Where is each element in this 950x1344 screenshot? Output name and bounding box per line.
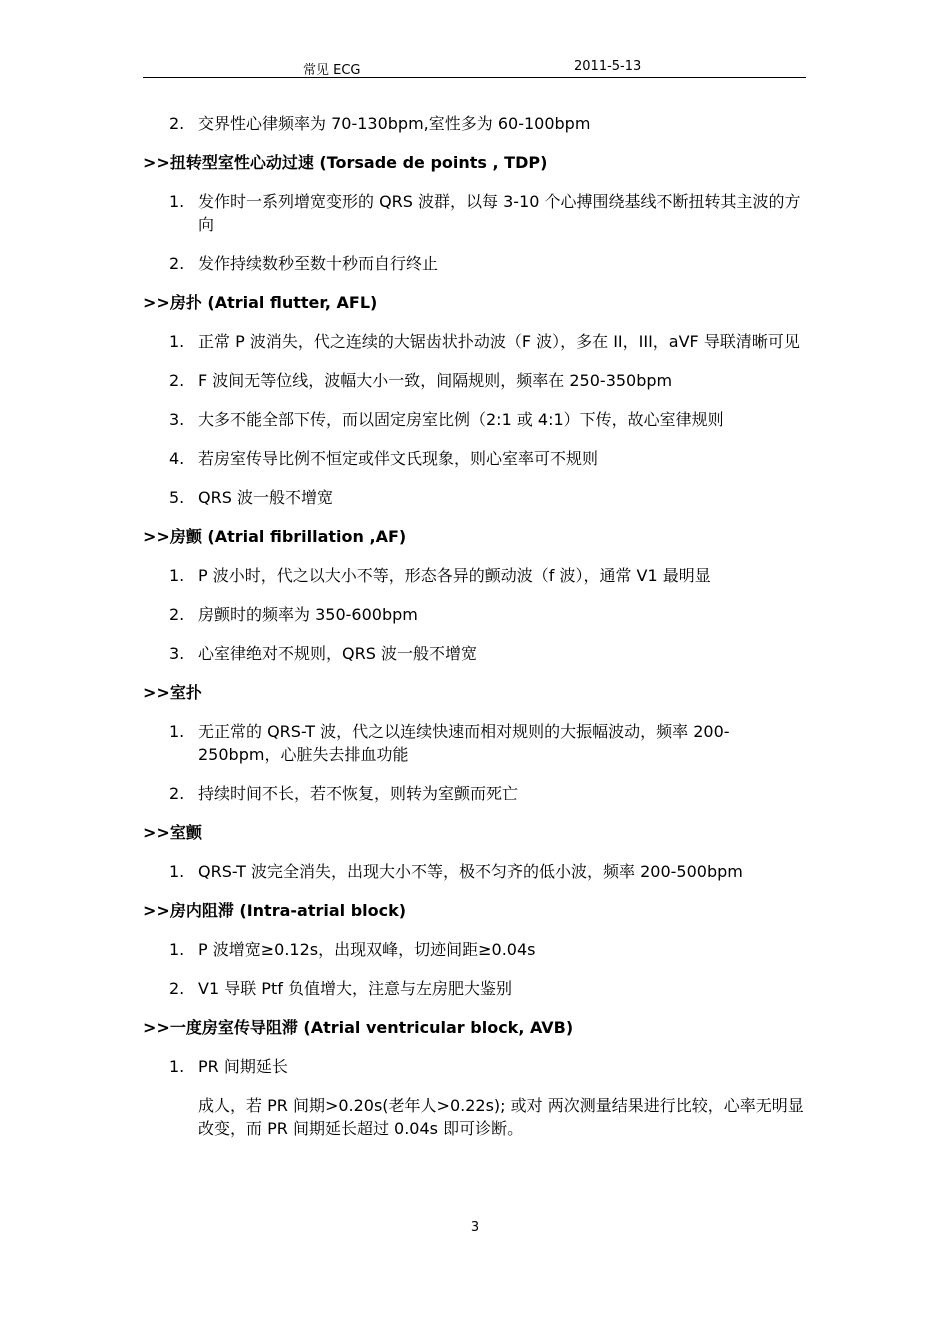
list-item-number: 1. [169, 566, 185, 585]
section-heading: >>房内阻滞 (Intra-atrial block) [143, 901, 407, 920]
page-header [143, 58, 806, 78]
list-item-text: 房颤时的频率为 350-600bpm [198, 605, 418, 624]
list-item-number: 2. [169, 979, 185, 998]
list-item-number: 1. [169, 862, 185, 881]
list-item [169, 1055, 809, 1078]
list-item-text: QRS 波一般不增宽 [198, 488, 333, 507]
list-item [169, 642, 809, 665]
list-item-number: 1. [169, 1057, 185, 1076]
list-item [169, 369, 809, 392]
list-item [169, 720, 809, 766]
list-item-text: F 波间无等位线，波幅大小一致，间隔规则，频率在 250-350bpm [198, 371, 673, 390]
list-item [169, 252, 809, 275]
list-item-text: 交界性心律频率为 70-130bpm,室性多为 60-100bpm [198, 114, 591, 133]
list-item [169, 977, 809, 1000]
list-item [169, 112, 809, 135]
list-item-number: 2. [169, 114, 185, 133]
list-item [169, 408, 809, 431]
list-item-text: 大多不能全部下传，而以固定房室比例（2:1 或 4:1）下传，故心室律规则 [198, 410, 724, 429]
header-date: 2011-5-13 [574, 59, 642, 74]
list-item-text: 无正常的 QRS-T 波，代之以连续快速而相对规则的大振幅波动，频率 200-250bpm，心脏失去排血功能 [198, 722, 730, 764]
section-heading: >>室颤 [143, 823, 202, 842]
list-item-text: 发作持续数秒至数十秒而自行终止 [198, 254, 439, 273]
list-item-number: 2. [169, 371, 185, 390]
list-item-number: 1. [169, 192, 185, 211]
list-item-number: 4. [169, 449, 185, 468]
list-item-text: 若房室传导比例不恒定或伴文氏现象，则心室率可不规则 [198, 449, 599, 468]
list-item-number: 5. [169, 488, 185, 507]
list-item-number: 3. [169, 410, 185, 429]
header-title: 常见 ECG [303, 63, 361, 78]
list-item-text: 心室律绝对不规则，QRS 波一般不增宽 [198, 644, 477, 663]
list-item [169, 447, 809, 470]
list-item [169, 782, 809, 805]
list-item [169, 603, 809, 626]
list-item-text: QRS-T 波完全消失，出现大小不等，极不匀齐的低小波，频率 200-500bpm [198, 862, 743, 881]
list-item-number: 1. [169, 940, 185, 959]
section-heading: >>房颤 (Atrial fibrillation ,AF) [143, 527, 407, 546]
list-item [169, 564, 809, 587]
list-item-text: P 波小时，代之以大小不等，形态各异的颤动波（f 波），通常 V1 最明显 [198, 566, 711, 585]
list-item-text: 发作时一系列增宽变形的 QRS 波群，以每 3-10 个心搏围绕基线不断扭转其主波的方向 [198, 192, 801, 234]
list-item-number: 2. [169, 254, 185, 273]
page-number: 3 [470, 1220, 480, 1235]
section-heading: >>扭转型室性心动过速 (Torsade de points , TDP) [143, 153, 548, 172]
list-item-number: 2. [169, 784, 185, 803]
list-item-number: 3. [169, 644, 185, 663]
document-body [143, 112, 809, 1156]
section-heading: >>房扑 (Atrial flutter, AFL) [143, 293, 378, 312]
list-item [169, 190, 809, 236]
list-item-number: 2. [169, 605, 185, 624]
list-item-text: P 波增宽≥0.12s，出现双峰，切迹间距≥0.04s [198, 940, 536, 959]
list-item-text: V1 导联 Ptf 负值增大，注意与左房肥大鉴别 [198, 979, 512, 998]
list-item-number: 1. [169, 332, 185, 351]
list-item [169, 860, 809, 883]
list-item-text: 持续时间不长，若不恢复，则转为室颤而死亡 [198, 784, 519, 803]
body-paragraph: 成人，若 PR 间期>0.20s(老年人>0.22s); 或对 两次测量结果进行比较，心率无明显改变，而 PR 间期延长超过 0.04s 即可诊断。 [198, 1096, 804, 1138]
list-item-number: 1. [169, 722, 185, 741]
list-item-text: PR 间期延长 [198, 1057, 288, 1076]
list-item [169, 486, 809, 509]
section-heading: >>一度房室传导阻滞 (Atrial ventricular block, AVB) [143, 1018, 574, 1037]
section-heading: >>室扑 [143, 683, 202, 702]
list-item [169, 938, 809, 961]
list-item-text: 正常 P 波消失，代之连续的大锯齿状扑动波（F 波），多在 II，III，aVF 导联清晰可见 [198, 332, 800, 351]
list-item [169, 330, 809, 353]
